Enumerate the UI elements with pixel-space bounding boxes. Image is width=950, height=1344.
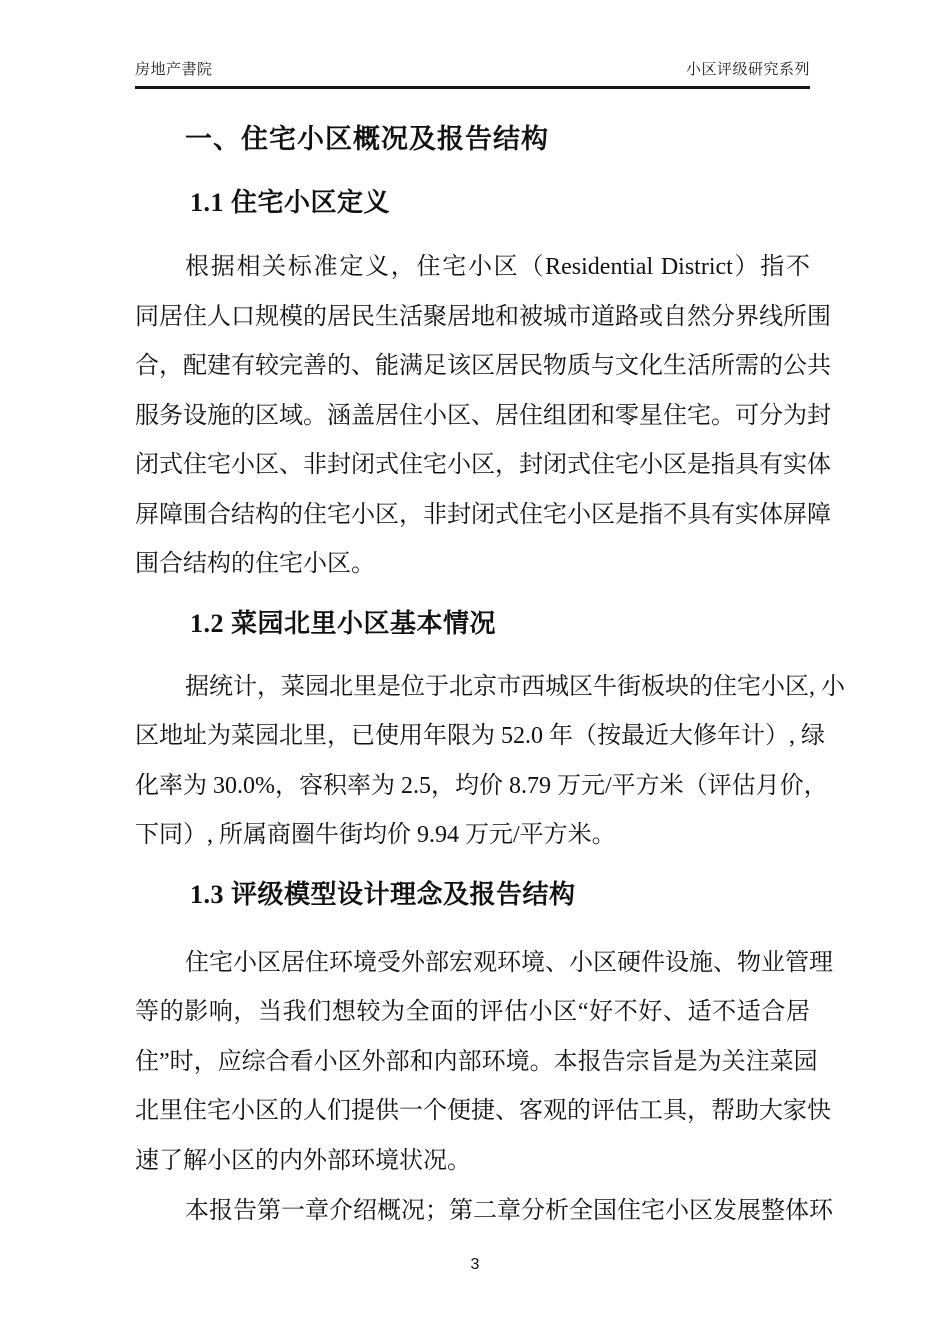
text-line: 速了解小区的内外部环境状况。: [135, 1147, 471, 1174]
text-line: 北里住宅小区的人们提供一个便捷、客观的评估工具，帮助大家快: [135, 1098, 831, 1124]
section-heading: 1.1 住宅小区定义: [190, 188, 391, 217]
text-line: 根据相关标准定义，住宅小区（Residential District）指不: [185, 254, 810, 280]
text-line: 化率为 30.0%，容积率为 2.5，均价 8.79 万元/平方米（评估月价，: [135, 772, 828, 799]
paragraph: [135, 243, 831, 590]
header-right-text: 小区评级研究系列: [685, 61, 810, 78]
section-heading: 1.2 菜园北里小区基本情况: [190, 608, 497, 638]
section-heading: 1.3 评级模型设计理念及报告结构: [190, 879, 576, 909]
text-line: 等的影响，当我们想较为全面的评估小区“好不好、适不适合居: [135, 999, 810, 1025]
text-line: 围合结构的住宅小区。: [135, 551, 375, 577]
text-line: 闭式住宅小区、非封闭式住宅小区，封闭式住宅小区是指具有实体: [135, 452, 831, 478]
text-line: 住宅小区居住环境受外部宏观环境、小区硬件设施、物业管理: [185, 949, 833, 976]
text-line: 同居住人口规模的居民生活聚居地和被城市道路或自然分界线所围: [135, 303, 831, 330]
text-line: 据统计，菜园北里是位于北京市西城区牛街板块的住宅小区, 小: [185, 673, 845, 700]
page-number: 3: [470, 1256, 480, 1273]
paragraph: [135, 663, 845, 861]
paragraph: [135, 1187, 833, 1237]
text-line: 屏障围合结构的住宅小区，非封闭式住宅小区是指不具有实体屏障: [135, 501, 831, 528]
chapter-title: 一、住宅小区概况及报告结构: [185, 124, 549, 154]
page-header: [135, 58, 810, 79]
text-line: 下同）, 所属商圈牛街均价 9.94 万元/平方米。: [135, 822, 616, 848]
text-line: 本报告第一章介绍概况；第二章分析全国住宅小区发展整体环: [185, 1198, 833, 1224]
text-line: 服务设施的区域。涵盖居住小区、居住组团和零星住宅。可分为封: [135, 402, 831, 429]
text-line: 住”时，应综合看小区外部和内部环境。本报告宗旨是为关注菜园: [135, 1048, 818, 1075]
document-body: [135, 90, 845, 1237]
header-left-text: 房地产書院: [135, 61, 213, 78]
text-line: 合，配建有较完善的、能满足该区居民物质与文化生活所需的公共: [135, 353, 831, 379]
text-line: 区地址为菜园北里，已使用年限为 52.0 年（按最近大修年计）, 绿: [135, 723, 825, 749]
header-rule: [135, 86, 810, 89]
paragraph: [135, 939, 833, 1187]
sections-container: [135, 188, 845, 1237]
